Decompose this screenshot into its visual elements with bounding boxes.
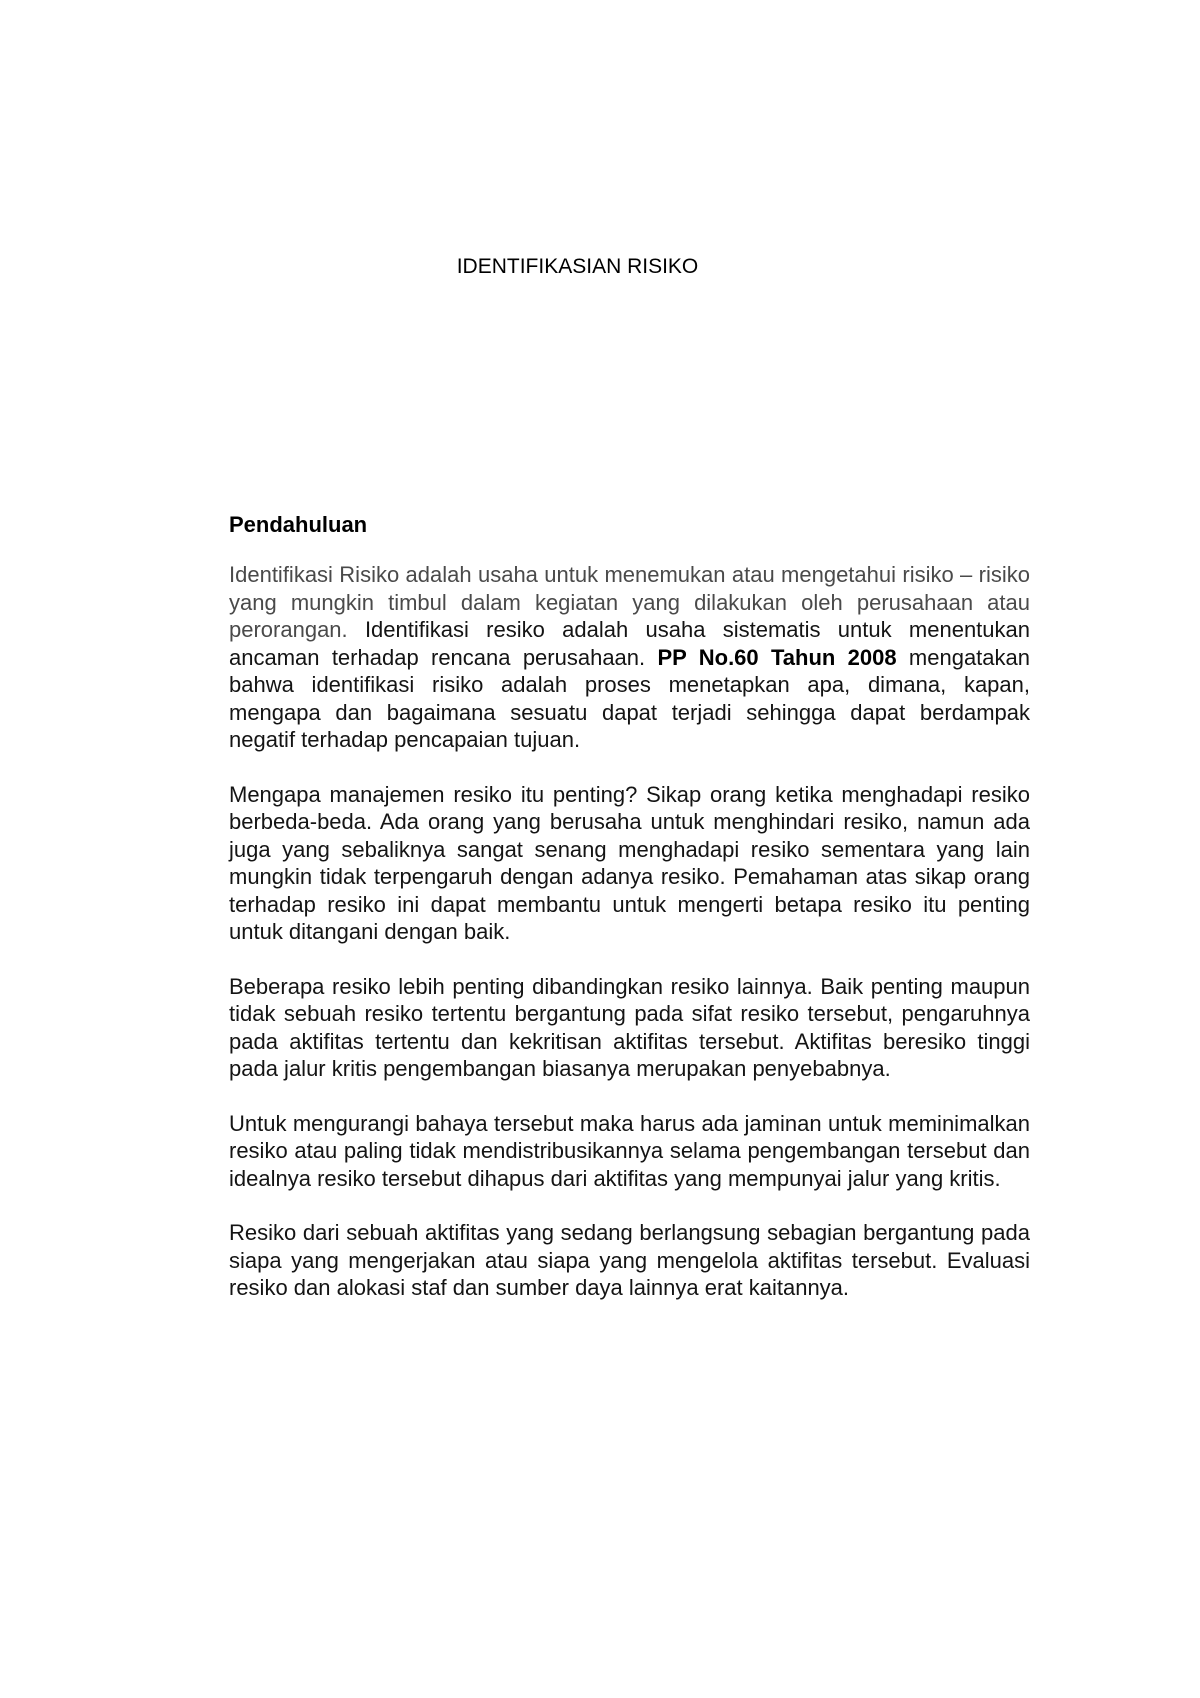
- paragraph-evaluation: Resiko dari sebuah aktifitas yang sedang berlangsung sebagian bergantung pada siapa yang mengerjakan atau siapa yang mengelola aktifitas tersebut. Evaluasi resiko dan alokasi staf dan sumber daya lainnya erat kaitannya.: [229, 1220, 1030, 1300]
- regulation-reference: PP No.60 Tahun 2008: [657, 644, 897, 670]
- document-body: [229, 511, 1030, 1329]
- paragraph-intro: [229, 561, 1030, 754]
- document-title: IDENTIFIKASIAN RISIKO: [456, 255, 699, 278]
- paragraph-importance: Mengapa manajemen resiko itu penting? Sikap orang ketika menghadapi resiko berbeda-beda. Ada orang yang berusaha untuk menghindari resiko, namun ada juga yang sebaliknya sangat senang menghadapi resiko sementara yang lain mungkin tidak terpengaruh dengan adanya resiko. Pemahaman atas sikap orang terhadap resiko ini dapat membantu untuk mengerti betapa resiko itu penting untuk ditangani dengan baik.: [229, 781, 1030, 944]
- paragraph-intro-definition: Identifikasi Risiko adalah usaha untuk menemukan atau mengetahui risiko – risiko yang mungkin timbul dalam kegiatan yang dilakukan oleh perusahaan atau perorangan.: [229, 562, 1030, 642]
- section-heading: Pendahuluan: [229, 512, 368, 537]
- paragraph-mitigation: Untuk mengurangi bahaya tersebut maka harus ada jaminan untuk meminimalkan resiko atau paling tidak mendistribusikannya selama pengembangan tersebut dan idealnya resiko tersebut dihapus dari aktifitas yang mempunyai jalur yang kritis.: [229, 1110, 1030, 1191]
- paragraph-intro-process: mengatakan bahwa identifikasi risiko adalah proses menetapkan apa, dimana, kapan, mengapa dan bagaimana sesuatu dapat terjadi sehingga dapat berdampak negatif terhadap pencapaian tujuan.: [229, 644, 1030, 752]
- paragraph-priority: Beberapa resiko lebih penting dibandingkan resiko lainnya. Baik penting maupun tidak sebuah resiko tertentu bergantung pada sifat resiko tersebut, pengaruhnya pada aktifitas tertentu dan kekritisan aktifitas tersebut. Aktifitas beresiko tinggi pada jalur kritis pengembangan biasanya merupakan penyebabnya.: [229, 973, 1030, 1081]
- paragraph-intro-systematic: Identifikasi resiko adalah usaha sistematis untuk menentukan ancaman terhadap rencana perusahaan.: [229, 617, 1030, 670]
